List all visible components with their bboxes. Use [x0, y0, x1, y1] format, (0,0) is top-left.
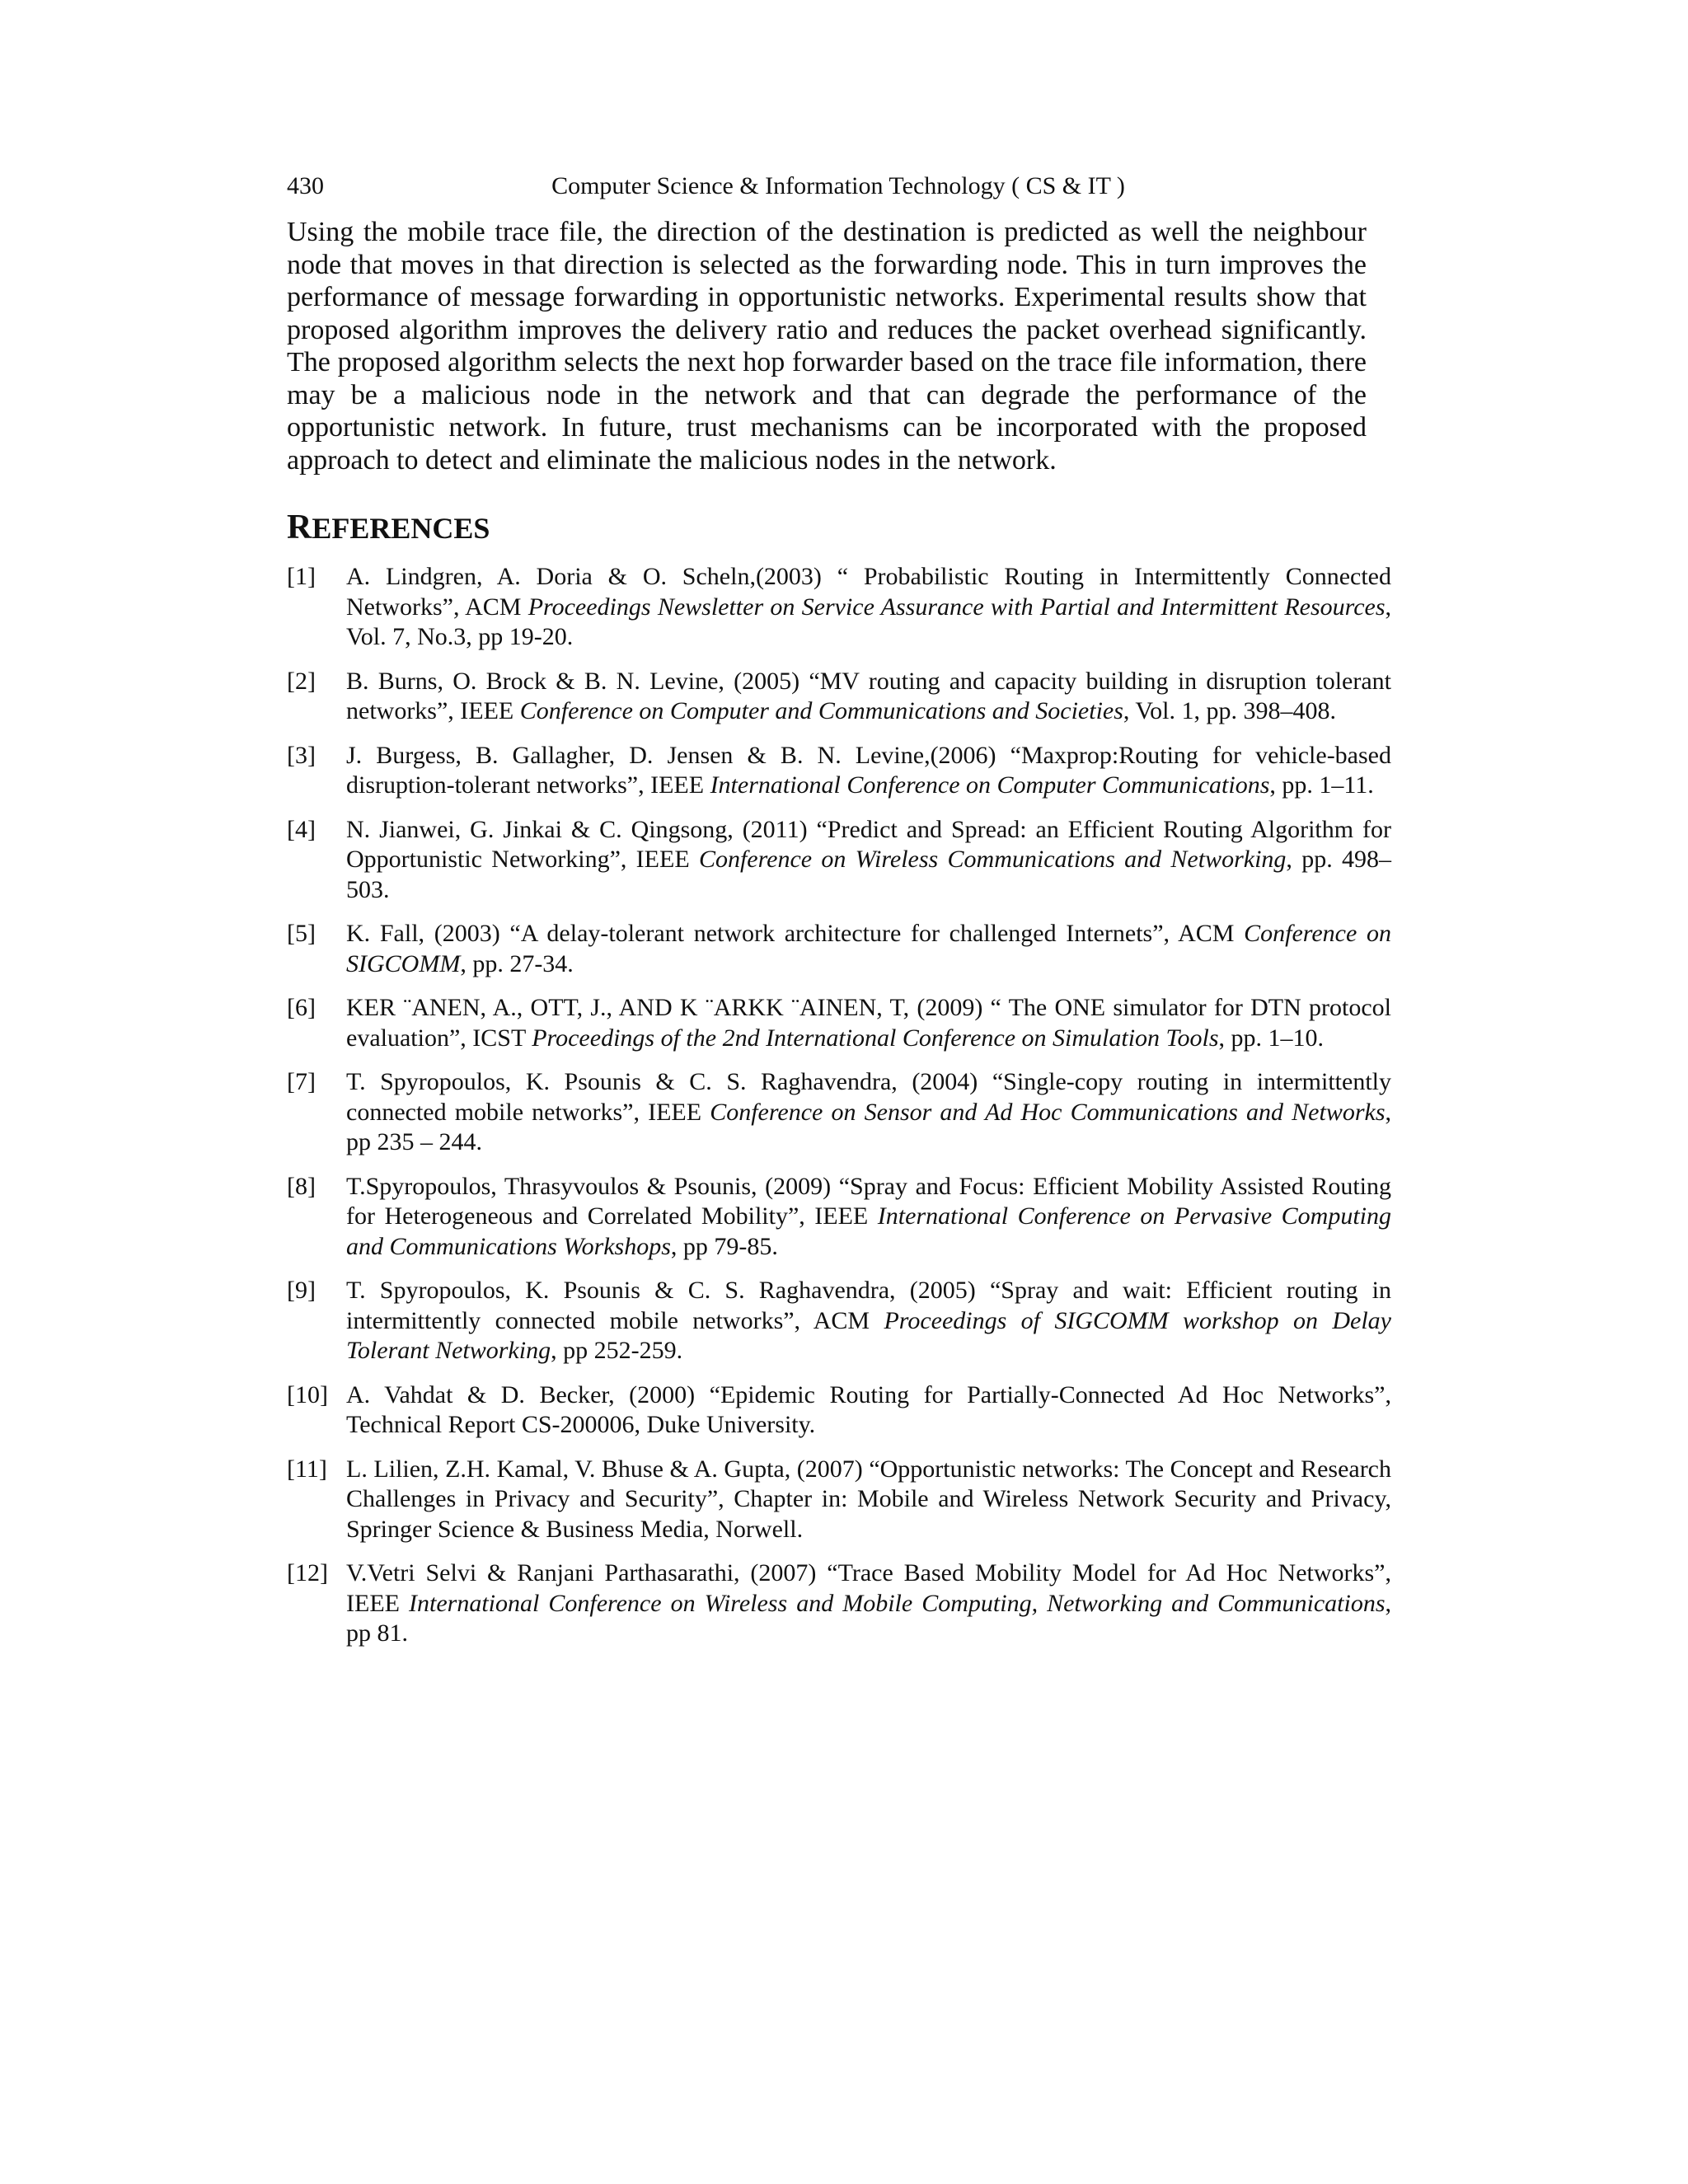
- reference-number: [8]: [287, 1172, 316, 1200]
- references-heading: [287, 509, 490, 547]
- reference-item: [287, 741, 1391, 801]
- reference-text: V.Vetri Selvi & Ranjani Parthasarathi, (2007) “Trace Based Mobility Model for Ad Hoc Networks”, IEEE: [346, 1559, 1391, 1617]
- reference-venue: Proceedings of SIGCOMM workshop on Delay Tolerant Networking: [346, 1306, 1391, 1364]
- reference-text: T.Spyropoulos, Thrasyvoulos & Psounis, (2009) “Spray and Focus: Efficient Mobility Assisted Routing for Heterogeneous and Correlated Mobility”, IEEE: [346, 1172, 1391, 1230]
- reference-venue: International Conference on Computer Communications: [710, 771, 1270, 799]
- reference-number: [10]: [287, 1380, 328, 1408]
- reference-text: KER ¨ANEN, A., OTT, J., AND K ¨ARKK ¨AINEN, T, (2009) “ The ONE simulator for DTN protocol evaluation”, ICST: [346, 994, 1391, 1052]
- reference-venue: Conference on Computer and Communications and Societies: [519, 697, 1123, 724]
- reference-venue: Conference on Sensor and Ad Hoc Communications and Networks: [710, 1098, 1386, 1126]
- reference-details: , pp. 498–503.: [346, 846, 1391, 903]
- reference-text: A. Vahdat & D. Becker, (2000) “Epidemic Routing for Partially-Connected Ad Hoc Networks”, Technical Report CS-200006, Duke University.: [346, 1380, 1391, 1438]
- reference-details: , pp 252-259.: [551, 1337, 683, 1364]
- reference-details: , pp 81.: [346, 1589, 1392, 1647]
- reference-number: [11]: [287, 1455, 327, 1483]
- reference-number: [7]: [287, 1068, 316, 1095]
- reference-number: [6]: [287, 994, 316, 1021]
- reference-item: [287, 1455, 1391, 1545]
- reference-text: T. Spyropoulos, K. Psounis & C. S. Raghavendra, (2005) “Spray and wait: Efficient routing in intermittently connected mobile networks”, ACM: [346, 1277, 1391, 1334]
- reference-details: , pp 79-85.: [670, 1232, 778, 1260]
- reference-text: J. Burgess, B. Gallagher, D. Jensen & B. N. Levine,(2006) “Maxprop:Routing for vehicle-based disruption-tolerant networks”, IEEE: [346, 741, 1391, 799]
- reference-item: [287, 1558, 1391, 1649]
- reference-venue: Proceedings of the 2nd International Conference on Simulation Tools: [532, 1024, 1219, 1052]
- references-heading-rest: EFERENCES: [312, 512, 490, 545]
- reference-details: , pp. 27-34.: [460, 949, 574, 977]
- reference-number: [2]: [287, 667, 316, 695]
- reference-number: [4]: [287, 815, 316, 843]
- running-title: Computer Science & Information Technology ( CS & IT ): [551, 172, 1125, 199]
- reference-details: , Vol. 1, pp. 398–408.: [1123, 697, 1336, 724]
- reference-number: [1]: [287, 563, 316, 590]
- page-number: 430: [287, 172, 324, 199]
- reference-item: [287, 1172, 1391, 1263]
- reference-number: [12]: [287, 1559, 328, 1586]
- reference-venue: International Conference on Wireless and Mobile Computing, Networking and Communications: [409, 1589, 1386, 1617]
- reference-venue: Proceedings Newsletter on Service Assurance with Partial and Intermittent Resources: [528, 593, 1386, 621]
- reference-details: , pp. 1–11.: [1269, 771, 1374, 799]
- reference-list: [287, 562, 1391, 1663]
- reference-item: [287, 667, 1391, 727]
- reference-text: N. Jianwei, G. Jinkai & C. Qingsong, (2011) “Predict and Spread: an Efficient Routing Algorithm for Opportunistic Networking”, IEEE: [346, 815, 1391, 873]
- reference-number: [5]: [287, 920, 316, 947]
- reference-item: [287, 993, 1391, 1053]
- reference-venue: Conference on Wireless Communications and Networking: [698, 846, 1287, 873]
- reference-text: B. Burns, O. Brock & B. N. Levine, (2005) “MV routing and capacity building in disruption tolerant networks”, IEEE: [346, 667, 1391, 724]
- reference-number: [3]: [287, 741, 316, 769]
- reference-item: [287, 919, 1391, 979]
- reference-venue: International Conference on Pervasive Computing and Communications Workshops: [346, 1202, 1392, 1260]
- reference-text: T. Spyropoulos, K. Psounis & C. S. Raghavendra, (2004) “Single-copy routing in intermittently connected mobile networks”, IEEE: [346, 1068, 1391, 1126]
- reference-text: L. Lilien, Z.H. Kamal, V. Bhuse & A. Gupta, (2007) “Opportunistic networks: The Concept and Research Challenges in Privacy and Security”, Chapter in: Mobile and Wireless Network Security and Privacy, Springer Science & Business Media, Norwell.: [346, 1455, 1391, 1543]
- reference-details: , pp. 1–10.: [1218, 1024, 1324, 1052]
- conclusion-paragraph: Using the mobile trace file, the direction of the destination is predicted as well the neighbour node that moves in that direction is selected as the forwarding node. This in turn improves the performance of message forwarding in opportunistic networks. Experimental results show that proposed algorithm improves the delivery ratio and reduces the packet overhead significantly. The proposed algorithm selects the next hop forwarder based on the trace file information, there may be a malicious node in the network and that can degrade the performance of the opportunistic network. In future, trust mechanisms can be incorporated with the proposed approach to detect and eliminate the malicious nodes in the network.: [287, 217, 1367, 476]
- reference-item: [287, 562, 1391, 653]
- reference-item: [287, 1380, 1391, 1441]
- reference-item: [287, 1067, 1391, 1158]
- reference-venue: Conference on SIGCOMM: [346, 920, 1392, 977]
- reference-text: A. Lindgren, A. Doria & O. Scheln,(2003) “ Probabilistic Routing in Intermittently Connected Networks”, ACM: [346, 563, 1391, 621]
- reference-details: , Vol. 7, No.3, pp 19-20.: [346, 593, 1391, 650]
- reference-item: [287, 1276, 1391, 1366]
- references-heading-initial: R: [287, 509, 312, 546]
- reference-text: K. Fall, (2003) “A delay-tolerant network architecture for challenged Internets”, ACM: [346, 920, 1245, 947]
- reference-item: [287, 815, 1391, 906]
- reference-details: , pp 235 – 244.: [346, 1098, 1391, 1155]
- reference-number: [9]: [287, 1277, 316, 1304]
